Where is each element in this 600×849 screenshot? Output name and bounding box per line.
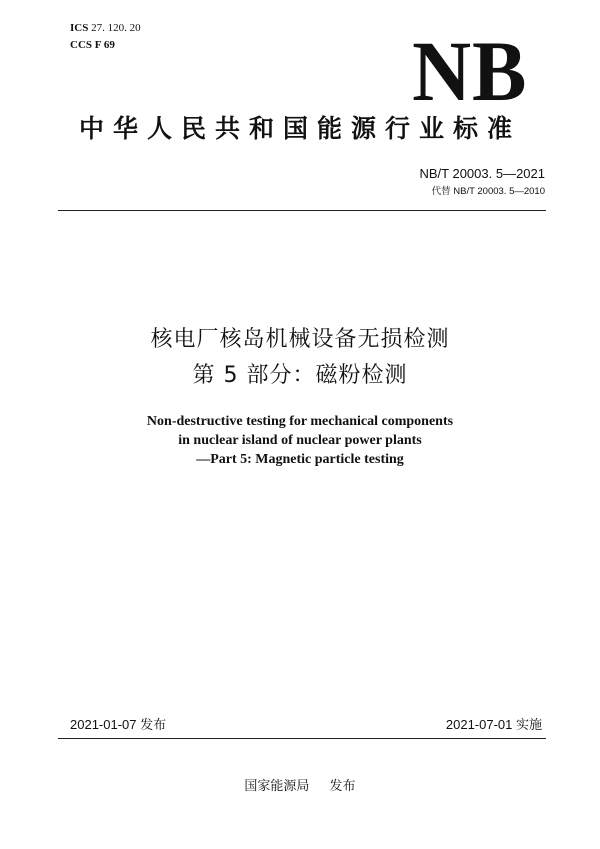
document-title-en-line2: in nuclear island of nuclear power plants [178,433,422,448]
document-title-cn-line2: 第 5 部分：磁粉检测 [192,363,408,388]
standard-number-text: NB/T 20003. 5—2021 [419,166,545,181]
document-title-cn-line1: 核电厂核岛机械设备无损检测 [150,327,450,352]
implementation-date: 2021-07-01 实施 [445,717,542,732]
ccs-value: F 69 [94,39,115,51]
ics-value: 27. 120. 20 [91,22,141,34]
replaces-standard [432,186,545,198]
standard-number [419,166,545,182]
footer-divider [58,738,546,739]
publisher: 国家能源局 发布 [244,779,356,794]
nb-logo: NB [411,23,527,119]
replaces-label: 代替 [431,186,451,197]
standard-category-title: 中华人民共和国能源行业标准 [78,114,521,143]
document-title-en-line1: Non-destructive testing for mechanical components [146,414,454,429]
ics-label: ICS [70,22,89,34]
classification-codes [70,20,141,54]
ics-code [70,20,141,37]
ccs-code [70,37,141,54]
document-title-en-line3: —Part 5: Magnetic particle testing [196,452,404,467]
issue-date: 2021-01-07 发布 [70,717,167,732]
replaces-value: NB/T 20003. 5—2010 [453,186,545,197]
header-divider [58,210,546,211]
ccs-label: CCS [70,39,93,51]
